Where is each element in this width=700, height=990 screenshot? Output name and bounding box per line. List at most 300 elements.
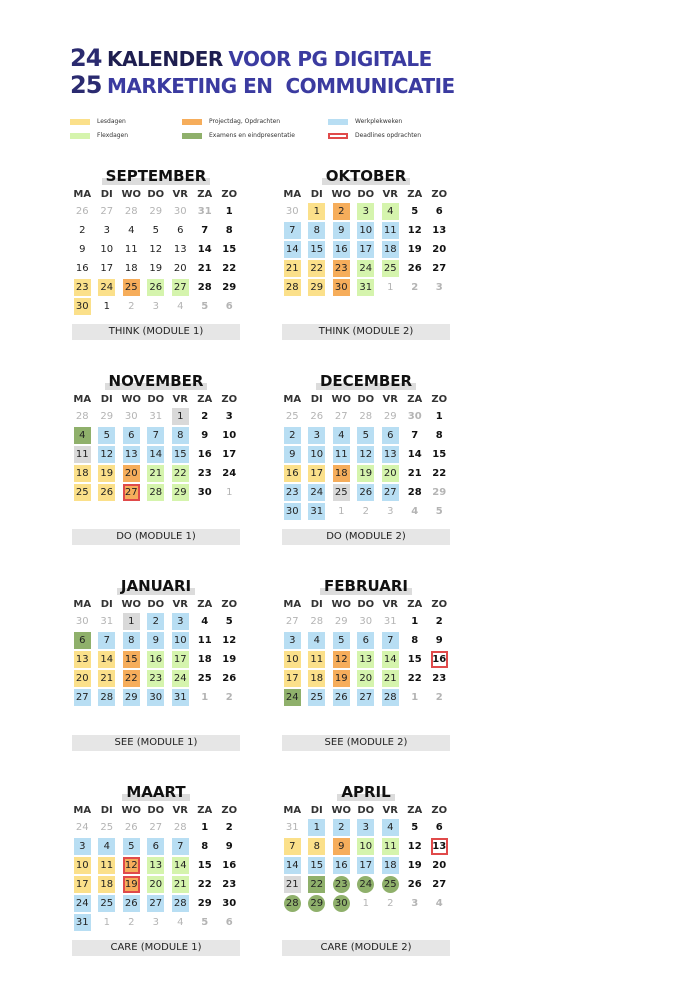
day-cell: 22 [308,260,325,277]
month-name: NOVEMBER [105,372,208,390]
legend-swatch [70,133,90,139]
day-cell: 8 [201,841,209,852]
weekday-header [70,804,242,818]
day-cell: 24 [308,484,325,501]
module-label: DO (MODULE 2) [282,529,450,545]
day-cell: 16 [197,449,212,460]
day-cell: 9 [333,838,350,855]
day-cell: 18 [382,857,399,874]
week-row [280,856,452,875]
day-cell: 23 [147,670,164,687]
day-cell: 25 [74,484,91,501]
day-cell: 26 [357,484,374,501]
week-row [70,445,242,464]
day-cell: 2 [284,427,301,444]
day-cell: 15 [222,244,237,255]
weekday-label: DI [310,599,323,610]
day-cell: 3 [152,917,159,928]
day-cell: 16 [222,860,237,871]
day-cell: 1 [387,282,394,293]
month-title [70,782,242,802]
weekday-label: DO [357,599,375,610]
day-cell: 16 [75,263,89,274]
day-cell: 29 [149,206,163,217]
day-cell: 19 [98,465,115,482]
day-cell: 4 [201,616,209,627]
weekday-label: MA [283,394,302,405]
day-cell: 30 [222,898,237,909]
day-cell: 2 [387,898,394,909]
week-row [70,240,242,259]
week-row [280,875,452,894]
weekday-label: WO [331,805,352,816]
week-row [70,259,242,278]
day-cell: 29 [172,484,189,501]
weekday-header [280,393,452,407]
weekday-label: ZO [221,805,238,816]
day-cell: 5 [357,427,374,444]
day-cell: 2 [128,917,135,928]
day-cell: 25 [285,411,299,422]
day-cell: 17 [100,263,114,274]
day-cell: 27 [123,484,140,501]
weekday-label: WO [331,599,352,610]
day-cell: 31 [285,822,299,833]
day-cell: 24 [172,670,189,687]
day-cell: 10 [222,430,237,441]
day-cell: 23 [222,879,237,890]
module-label: SEE (MODULE 1) [72,735,240,751]
day-cell: 6 [435,206,443,217]
day-cell: 2 [147,613,164,630]
month-september [70,166,242,316]
week-row [280,407,452,426]
day-cell: 16 [284,465,301,482]
week-row [70,894,242,913]
weekday-label: ZO [221,189,238,200]
day-cell: 6 [123,427,140,444]
weekday-label: DI [100,599,113,610]
day-cell: 3 [357,203,374,220]
day-cell: 12 [407,225,422,236]
weekday-label: ZO [431,599,448,610]
weekday-label: VR [172,189,188,200]
legend-swatch [70,119,90,125]
day-cell: 12 [149,244,163,255]
week-row [70,669,242,688]
weekday-label: DO [357,394,375,405]
day-cell: 14 [147,446,164,463]
day-cell: 19 [357,465,374,482]
day-cell: 9 [79,244,86,255]
day-cell: 27 [382,484,399,501]
week-row [70,913,242,932]
month-title [70,166,242,186]
day-cell: 12 [123,857,140,874]
day-cell: 5 [152,225,159,236]
day-cell: 5 [123,838,140,855]
day-cell: 21 [172,876,189,893]
day-cell: 2 [225,692,233,703]
day-cell: 8 [308,222,325,239]
day-cell: 23 [333,876,350,893]
weekday-label: ZA [407,599,423,610]
weekday-label: VR [382,394,398,405]
weekday-label: ZO [221,599,238,610]
day-cell: 5 [225,616,233,627]
legend-label: Projectdag, Opdrachten [209,118,281,125]
day-cell: 8 [411,635,419,646]
day-cell: 27 [432,263,447,274]
day-cell: 29 [222,282,237,293]
day-cell: 31 [74,914,91,931]
day-cell: 18 [98,876,115,893]
week-row [70,426,242,445]
day-cell: 2 [201,411,209,422]
day-cell: 1 [172,408,189,425]
legend-item [182,117,280,126]
month-april [280,782,452,913]
day-cell: 31 [357,279,374,296]
day-cell: 13 [382,446,399,463]
day-cell: 4 [177,917,184,928]
day-cell: 9 [201,430,209,441]
legend-swatch [182,119,202,125]
day-cell: 7 [98,632,115,649]
week-row [70,650,242,669]
weekday-label: DO [147,394,165,405]
weekday-label: ZO [221,394,238,405]
weekday-label: WO [121,599,142,610]
day-cell: 21 [98,670,115,687]
day-cell: 20 [123,465,140,482]
day-cell: 1 [103,301,110,312]
day-cell: 15 [308,241,325,258]
day-cell: 13 [123,446,140,463]
title-kalender: KALENDER [106,47,223,71]
day-cell: 18 [124,263,138,274]
weekday-label: VR [382,805,398,816]
day-cell: 8 [172,427,189,444]
day-cell: 4 [74,427,91,444]
day-cell: 18 [382,241,399,258]
month-januari [70,576,242,707]
day-cell: 1 [308,819,325,836]
day-cell: 31 [197,206,212,217]
day-cell: 3 [152,301,159,312]
day-cell: 22 [172,465,189,482]
day-cell: 1 [308,203,325,220]
day-cell: 7 [382,632,399,649]
day-cell: 8 [225,225,233,236]
day-cell: 21 [197,263,212,274]
week-row [280,837,452,856]
day-cell: 28 [172,895,189,912]
weekday-label: MA [73,394,92,405]
weekday-label: DI [100,805,113,816]
title-marketing: MARKETING EN COMMUNICATIE [106,74,455,98]
day-cell: 30 [285,206,299,217]
day-cell: 30 [359,616,373,627]
day-cell: 26 [75,206,89,217]
day-cell: 12 [98,446,115,463]
day-cell: 5 [201,917,209,928]
day-cell: 2 [435,692,443,703]
week-row [70,631,242,650]
weekday-label: VR [172,394,188,405]
day-cell: 1 [201,822,209,833]
day-cell: 12 [222,635,237,646]
week-row [280,669,452,688]
day-cell: 27 [172,279,189,296]
day-cell: 27 [149,822,163,833]
weekday-label: DI [310,805,323,816]
day-cell: 4 [411,506,419,517]
day-cell: 20 [173,263,187,274]
day-cell: 23 [197,468,212,479]
day-cell: 6 [357,632,374,649]
day-cell: 13 [74,651,91,668]
day-cell: 17 [222,449,237,460]
day-cell: 27 [432,879,447,890]
legend-item [328,131,421,140]
day-cell: 21 [407,468,422,479]
day-cell: 6 [74,632,91,649]
week-row [280,631,452,650]
day-cell: 1 [362,898,369,909]
day-cell: 14 [284,857,301,874]
day-cell: 4 [382,203,399,220]
month-december [280,371,452,521]
weekday-label: MA [73,805,92,816]
day-cell: 29 [308,279,325,296]
week-row [70,221,242,240]
day-cell: 7 [172,838,189,855]
day-cell: 30 [197,487,212,498]
day-cell: 3 [172,613,189,630]
day-cell: 20 [432,860,447,871]
day-cell: 24 [357,260,374,277]
weekday-label: VR [172,599,188,610]
weekday-label: DI [100,189,113,200]
legend-label: Flexdagen [97,132,129,139]
week-row [280,650,452,669]
day-cell: 22 [432,468,447,479]
weekday-label: ZO [431,189,448,200]
day-cell: 13 [147,857,164,874]
weekday-label: MA [283,805,302,816]
weekday-label: WO [121,805,142,816]
day-cell: 28 [382,689,399,706]
day-cell: 15 [123,651,140,668]
day-cell: 21 [147,465,164,482]
day-cell: 16 [147,651,164,668]
weekday-header [280,598,452,612]
day-cell: 28 [173,822,187,833]
day-cell: 15 [197,860,212,871]
day-cell: 25 [382,260,399,277]
legend-swatch [328,133,348,139]
day-cell: 30 [284,503,301,520]
month-name: APRIL [337,783,394,801]
day-cell: 5 [98,427,115,444]
week-row [70,407,242,426]
day-cell: 1 [338,506,345,517]
day-cell: 26 [147,279,164,296]
day-cell: 5 [411,206,419,217]
day-cell: 6 [435,822,443,833]
day-cell: 5 [201,301,209,312]
day-cell: 15 [432,449,447,460]
day-cell: 10 [172,632,189,649]
day-cell: 28 [284,895,301,912]
day-cell: 31 [383,616,397,627]
day-cell: 4 [435,898,443,909]
day-cell: 8 [123,632,140,649]
day-cell: 25 [100,822,114,833]
weekday-label: WO [331,394,352,405]
weekday-label: DI [100,394,113,405]
month-oktober [280,166,452,297]
day-cell: 24 [222,468,237,479]
day-cell: 21 [284,260,301,277]
day-cell: 5 [411,822,419,833]
day-cell: 19 [149,263,163,274]
week-row [70,278,242,297]
day-cell: 27 [100,206,114,217]
day-cell: 20 [357,670,374,687]
day-cell: 11 [382,838,399,855]
day-cell: 14 [284,241,301,258]
day-cell: 28 [284,279,301,296]
weekday-label: DO [147,805,165,816]
day-cell: 6 [382,427,399,444]
day-cell: 2 [333,819,350,836]
day-cell: 28 [310,616,324,627]
week-row [280,688,452,707]
weekday-label: VR [172,805,188,816]
day-cell: 11 [382,222,399,239]
day-cell: 1 [225,206,233,217]
day-cell: 9 [435,635,443,646]
day-cell: 11 [197,635,212,646]
day-cell: 24 [74,895,91,912]
day-cell: 25 [308,689,325,706]
month-title [70,371,242,391]
weekday-header [280,804,452,818]
day-cell: 11 [98,857,115,874]
day-cell: 5 [333,632,350,649]
week-row [280,445,452,464]
month-februari [280,576,452,707]
day-cell: 12 [357,446,374,463]
module-label: THINK (MODULE 1) [72,324,240,340]
day-cell: 11 [308,651,325,668]
day-cell: 23 [284,484,301,501]
month-name: DECEMBER [316,372,416,390]
day-cell: 1 [123,613,140,630]
day-cell: 26 [123,895,140,912]
day-cell: 25 [333,484,350,501]
week-row [70,464,242,483]
legend-label: Lesdagen [97,118,126,125]
weekday-label: ZA [197,805,213,816]
day-cell: 10 [100,244,114,255]
week-row [70,483,242,502]
day-cell: 25 [123,279,140,296]
day-cell: 21 [382,670,399,687]
day-cell: 14 [172,857,189,874]
day-cell: 15 [308,857,325,874]
day-cell: 2 [79,225,86,236]
weekday-label: MA [73,599,92,610]
day-cell: 29 [308,895,325,912]
day-cell: 17 [308,465,325,482]
day-cell: 9 [147,632,164,649]
day-cell: 12 [333,651,350,668]
day-cell: 31 [100,616,114,627]
day-cell: 25 [98,895,115,912]
weekday-label: ZA [197,394,213,405]
module-label: CARE (MODULE 1) [72,940,240,956]
module-label: THINK (MODULE 2) [282,324,450,340]
week-row [280,202,452,221]
weekday-label: DI [310,189,323,200]
day-cell: 8 [308,838,325,855]
day-cell: 29 [383,411,397,422]
day-cell: 26 [124,822,138,833]
day-cell: 9 [333,222,350,239]
title-line-2 [70,73,455,100]
day-cell: 24 [357,876,374,893]
day-cell: 4 [98,838,115,855]
month-maart [70,782,242,932]
day-cell: 26 [407,263,422,274]
day-cell: 6 [147,838,164,855]
day-cell: 8 [435,430,443,441]
day-cell: 11 [124,244,138,255]
day-cell: 12 [407,841,422,852]
month-name: SEPTEMBER [102,167,211,185]
module-label: DO (MODULE 1) [72,529,240,545]
month-title [280,371,452,391]
title-voor-pg-digitale: VOOR PG DIGITALE [228,47,432,71]
day-cell: 11 [74,446,91,463]
weekday-label: WO [121,189,142,200]
weekday-label: MA [283,189,302,200]
day-cell: 2 [435,616,443,627]
weekday-label: MA [73,189,92,200]
module-label: CARE (MODULE 2) [282,940,450,956]
month-name: OKTOBER [322,167,411,185]
day-cell: 14 [382,651,399,668]
day-cell: 31 [308,503,325,520]
day-cell: 3 [411,898,419,909]
day-cell: 14 [98,651,115,668]
day-cell: 16 [333,241,350,258]
day-cell: 20 [147,876,164,893]
day-cell: 26 [310,411,324,422]
day-cell: 26 [222,673,237,684]
title-year-top: 24 [70,44,102,72]
day-cell: 17 [357,241,374,258]
legend-label: Werkplekweken [355,118,403,125]
week-row [280,221,452,240]
month-name: MAART [122,783,189,801]
weekday-label: WO [331,189,352,200]
day-cell: 30 [75,616,89,627]
day-cell: 1 [201,692,209,703]
